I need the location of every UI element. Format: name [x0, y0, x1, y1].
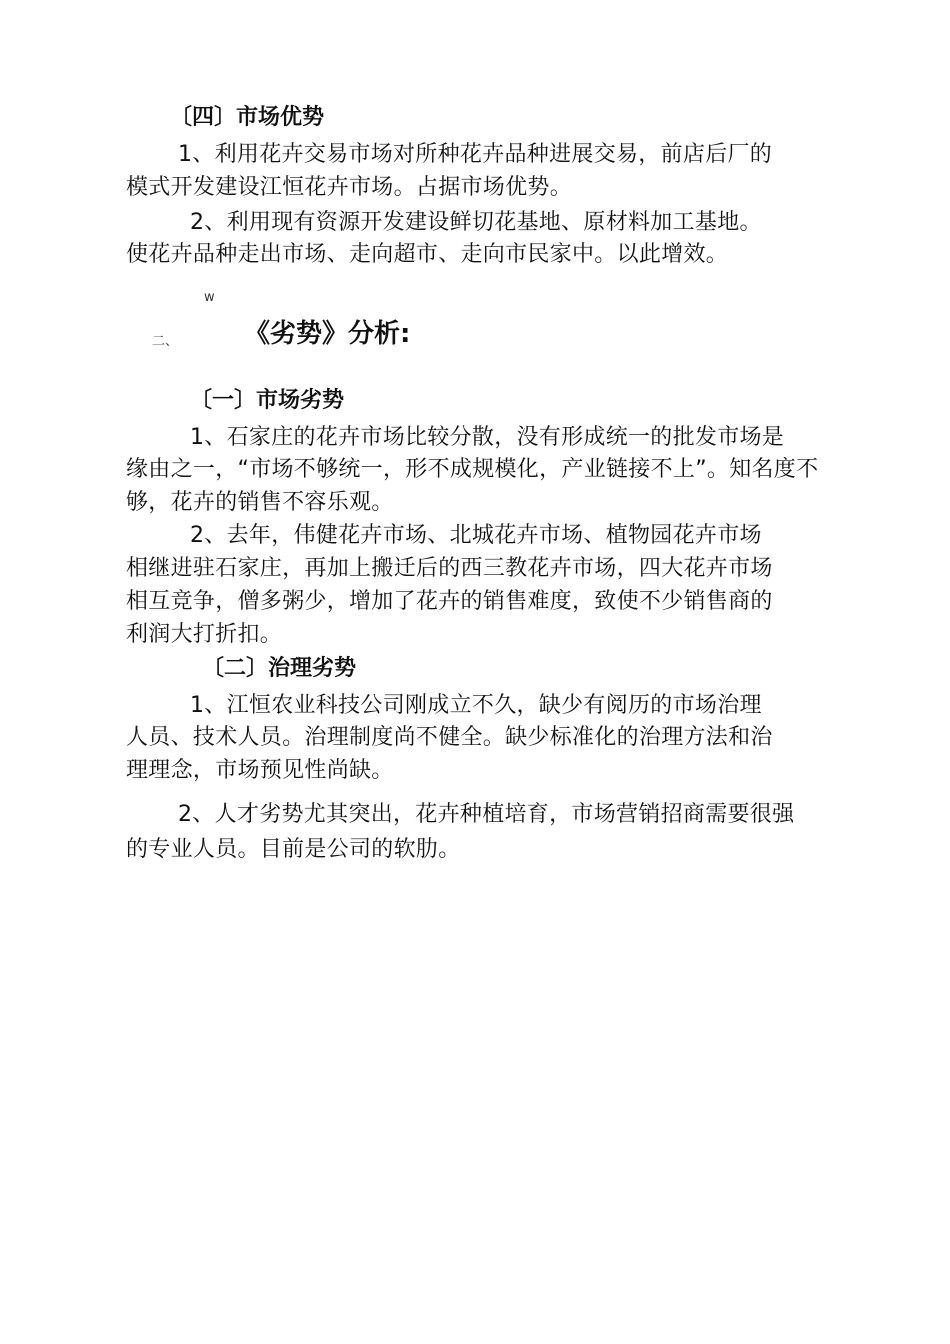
- sub-2-heading: 〔二〕治理劣势: [202, 656, 357, 681]
- section-4-heading: 〔四〕市场优势: [170, 105, 325, 130]
- sub-1-item-2-line-3: 相互竞争，僧多粥少，增加了花卉的销售难度，致使不少销售商的: [126, 589, 773, 614]
- sub-1-item-2-line-1: 2、去年，伟健花卉市场、北城花卉市场、植物园花卉市场: [190, 523, 762, 548]
- sub-2-item-1-line-2: 人员、技术人员。治理制度尚不健全。缺少标准化的治理方法和治: [126, 725, 773, 750]
- sub-2-item-1-line-3: 理理念，市场预见性尚缺。: [126, 758, 394, 783]
- sub-2-item-2-line-2: 的专业人员。目前是公司的软肋。: [126, 837, 461, 862]
- section-4-item-1-line-1: 1、利用花卉交易市场对所种花卉品种进展交易，前店后厂的: [178, 142, 773, 167]
- section-4-item-2-line-2: 使花卉品种走出市场、走向超市、走向市民家中。以此增效。: [126, 242, 729, 267]
- part-2-heading: 《劣势》分析:: [244, 319, 411, 349]
- sub-1-item-2-line-2: 相继进驻石家庄，再加上搬迁后的西三教花卉市场，四大花卉市场: [126, 556, 773, 581]
- sub-2-item-1-line-1: 1、江恒农业科技公司刚成立不久，缺少有阅历的市场治理: [190, 693, 762, 718]
- sub-1-item-2-line-4: 利润大打折扣。: [126, 622, 283, 647]
- part-2-number: 二、: [152, 334, 179, 349]
- sub-1-item-1-line-2: 缘由之一，“市场不够统一，形不成规模化，产业链接不上”。知名度不: [126, 457, 819, 482]
- sub-2-item-2-line-1: 2、人才劣势尤其突出，花卉种植培育，市场营销招商需要很强: [178, 802, 795, 827]
- sub-1-heading: 〔一〕市场劣势: [190, 388, 345, 413]
- stray-mark: w: [204, 290, 215, 305]
- sub-1-item-1-line-1: 1、石家庄的花卉市场比较分散，没有形成统一的批发市场是: [190, 425, 785, 450]
- section-4-item-1-line-2: 模式开发建设江恒花卉市场。占据市场优势。: [126, 175, 573, 200]
- sub-1-item-1-line-3: 够，花卉的销售不容乐观。: [126, 490, 394, 515]
- section-4-item-2-line-1: 2、利用现有资源开发建设鲜切花基地、原材料加工基地。: [190, 210, 762, 235]
